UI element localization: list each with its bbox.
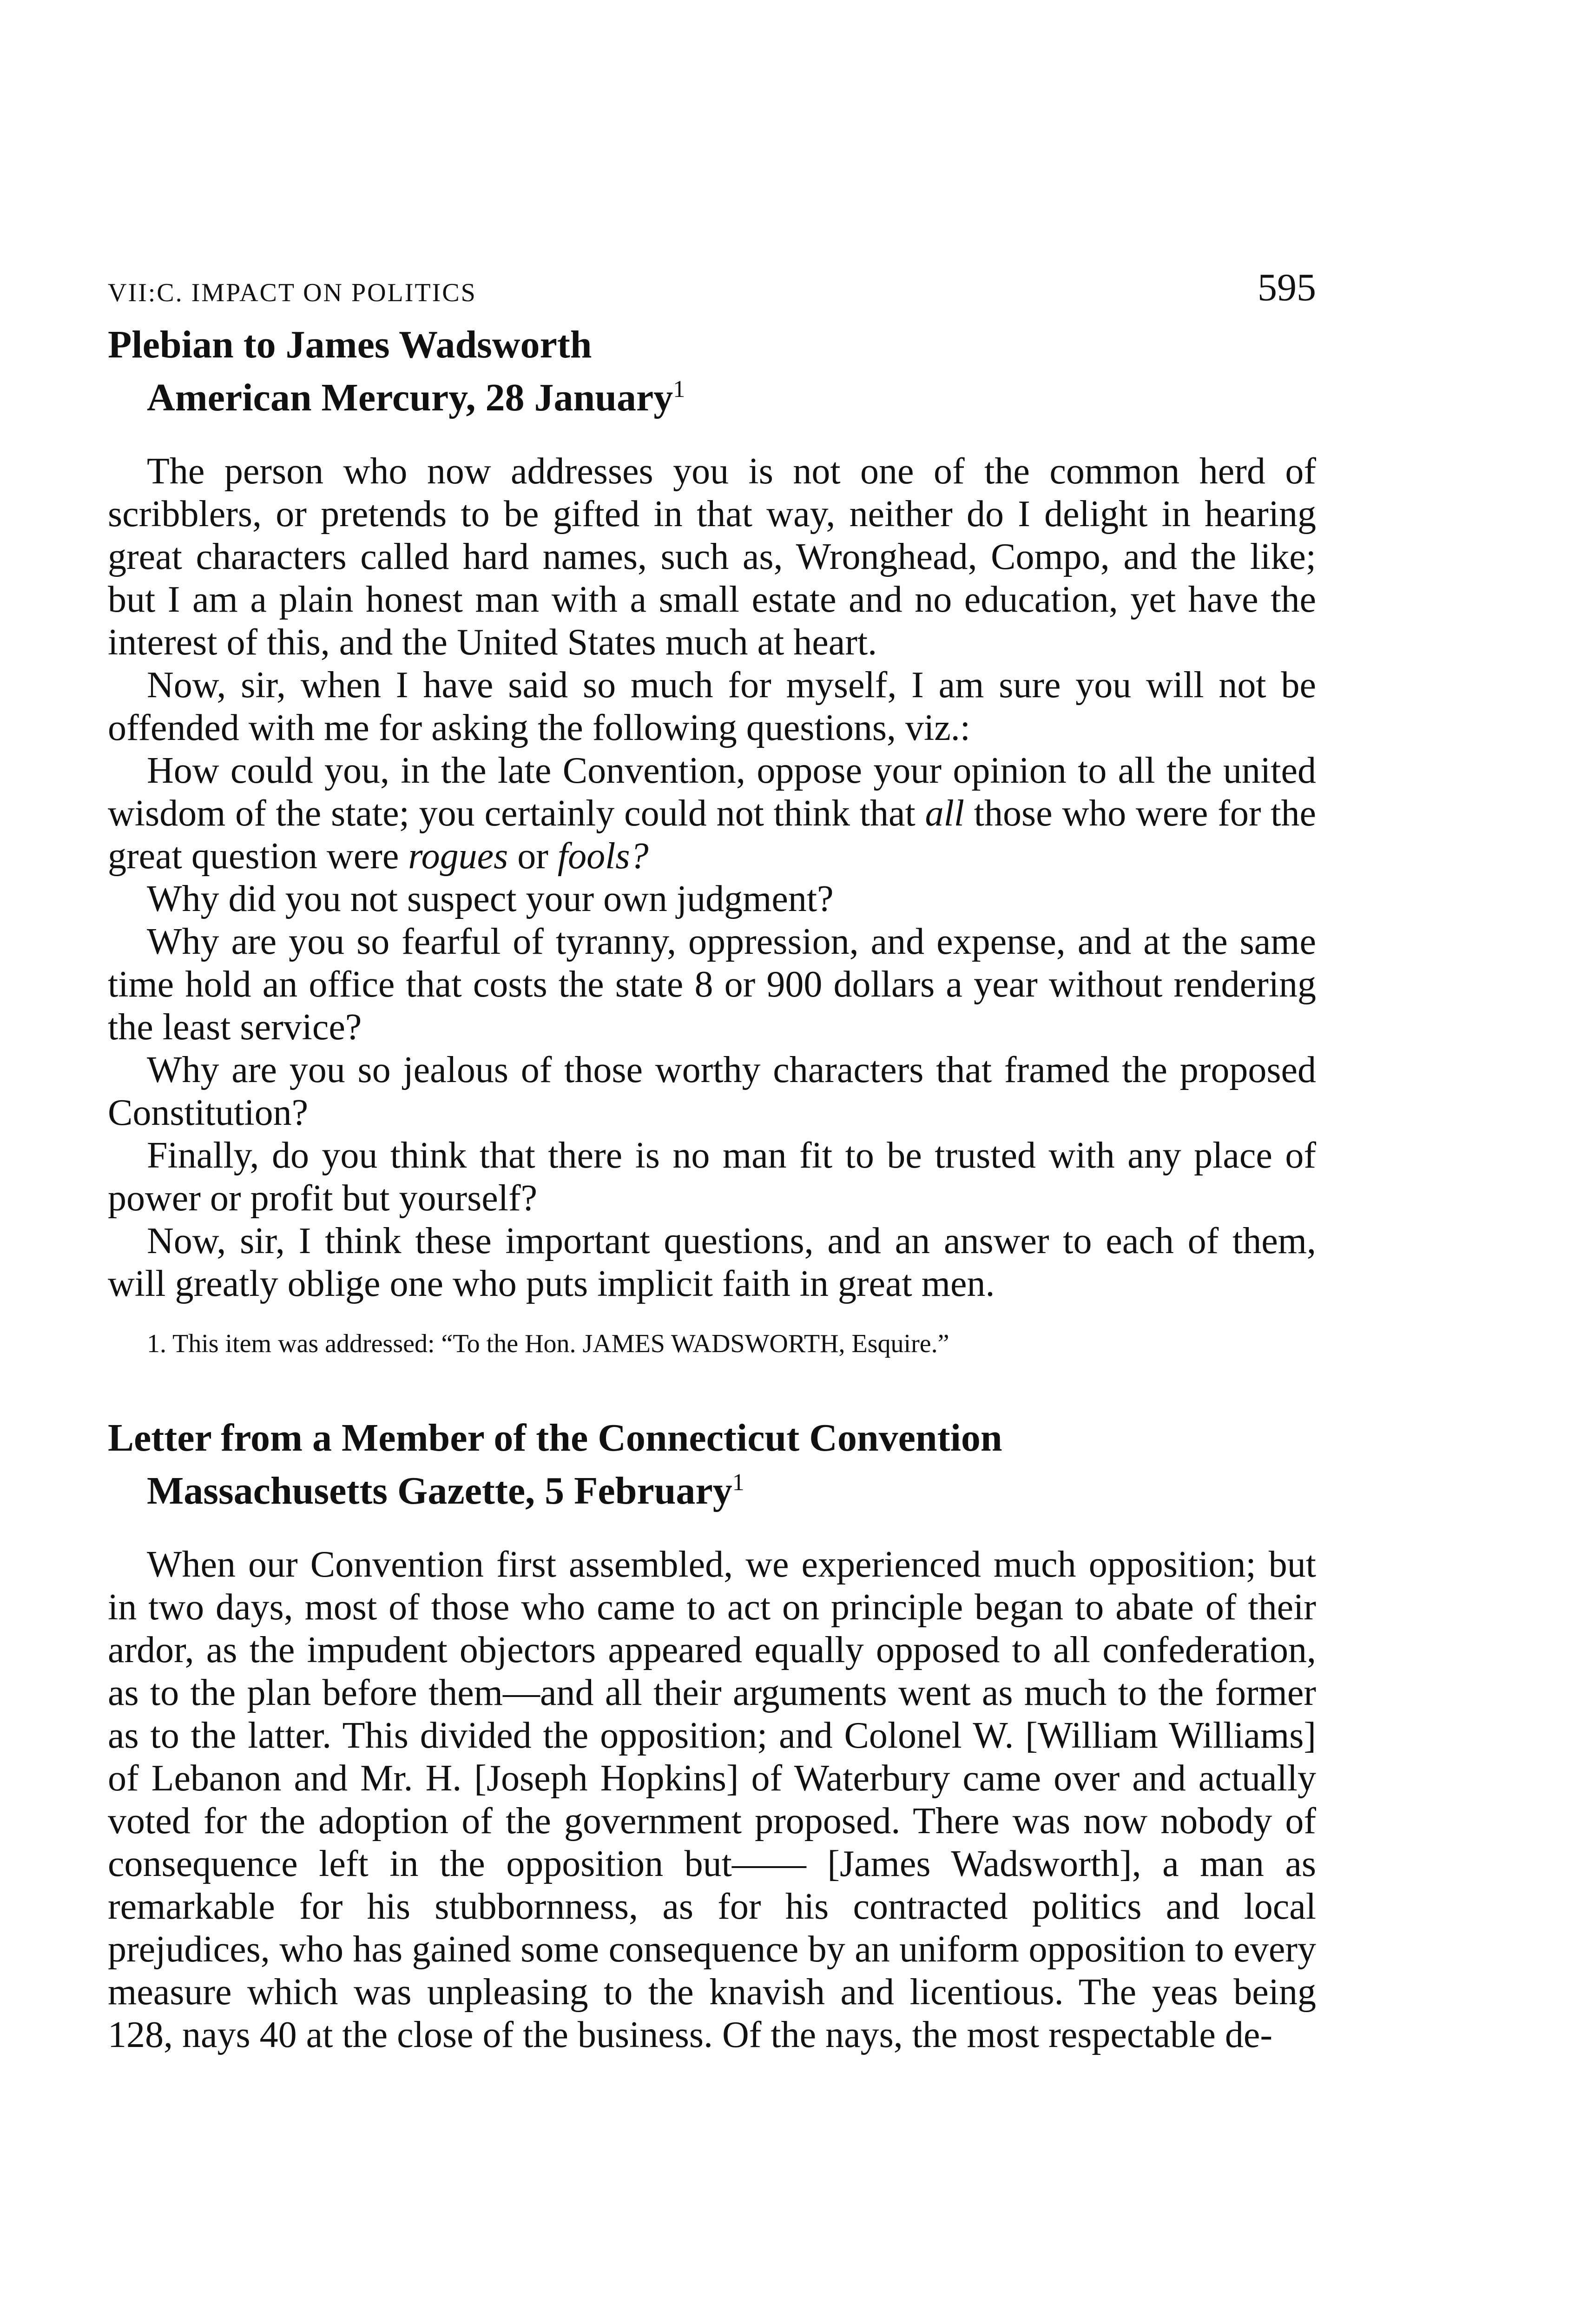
footnote: 1. This item was addressed: “To the Hon. JAMES WADSWORTH, Esquire.” bbox=[147, 1329, 949, 1358]
emphasis: all bbox=[925, 793, 965, 834]
page-number: 595 bbox=[1258, 266, 1316, 309]
page bbox=[108, 260, 1316, 2056]
section-2-heading bbox=[108, 1416, 1316, 1513]
section-1 bbox=[108, 323, 1316, 1360]
paragraph-text: How could you, in the late Convention, oppose your opinion to all the united wisdom of the state; you certainly could not think that bbox=[108, 750, 1316, 834]
emphasis: fools? bbox=[557, 836, 649, 877]
paragraph: Now, sir, I think these important questions, and an answer to each of them, will greatly oblige one who puts implicit faith in great men. bbox=[108, 1221, 1316, 1304]
section-1-note-mark: 1 bbox=[673, 376, 685, 403]
paragraph: Why did you not suspect your own judgment? bbox=[147, 878, 834, 919]
paragraph: Finally, do you think that there is no man fit to be trusted with any place of power or profit but yourself? bbox=[108, 1135, 1316, 1219]
section-2 bbox=[108, 1416, 1316, 2056]
paragraph-text: those who were for the great question were bbox=[108, 793, 1316, 877]
section-1-source: American Mercury, 28 January bbox=[147, 376, 673, 419]
emphasis: rogues bbox=[408, 836, 508, 877]
paragraph: The person who now addresses you is not one of the common herd of scribblers, or pretends to be gifted in that way, neither do I delight in hearing great characters called hard names, such as, Wronghead, Compo, and the like; but I am a plain honest man with a small estate and no education, yet have the interest of this, and the United States much at heart. bbox=[108, 451, 1316, 663]
paragraph: Why are you so fearful of tyranny, oppression, and expense, and at the same time hold an office that costs the state 8 or 900 dollars a year without rendering the least service? bbox=[108, 921, 1316, 1048]
section-2-source-line bbox=[108, 1460, 1316, 1513]
section-1-heading bbox=[108, 323, 1316, 420]
section-1-title: Plebian to James Wadsworth bbox=[108, 323, 592, 366]
paragraph: When our Convention first assembled, we experienced much opposition; but in two days, most of those who came to act on principle began to abate of their ardor, as the impudent objectors appeared equally opposed to all confederation, as to the plan before them—and all their arguments went as much to the former as to the latter. This divided the opposition; and Colonel W. [William Williams] of Lebanon and Mr. H. [Joseph Hopkins] of Waterbury came over and actually voted for the adoption of the government proposed. There was now nobody of consequence left in the opposition but—— [James Wadsworth], a man as remarkable for his stubbornness, as for his contracted politics and local prejudices, who has gained some consequence by an uniform opposition to every measure which was unpleasing to the knavish and licentious. The yeas being 128, nays 40 at the close of the business. Of the nays, the most respectable de- bbox=[108, 1544, 1316, 2055]
section-2-title: Letter from a Member of the Connecticut Convention bbox=[108, 1416, 1002, 1459]
paragraph-text: or bbox=[508, 836, 558, 877]
paragraph: Now, sir, when I have said so much for myself, I am sure you will not be offended with me for asking the following questions, viz.: bbox=[108, 665, 1316, 748]
paragraph: Why are you so jealous of those worthy characters that framed the proposed Constitution? bbox=[108, 1050, 1316, 1133]
paragraph bbox=[108, 749, 1316, 878]
section-1-body bbox=[108, 450, 1316, 1305]
section-2-note-mark: 1 bbox=[732, 1469, 744, 1496]
section-2-body bbox=[108, 1543, 1316, 2056]
running-head-section: VII:C. IMPACT ON POLITICS bbox=[108, 278, 477, 307]
section-2-source: Massachusetts Gazette, 5 February bbox=[147, 1469, 732, 1512]
running-head bbox=[108, 260, 1316, 316]
section-1-source-line bbox=[108, 367, 1316, 420]
